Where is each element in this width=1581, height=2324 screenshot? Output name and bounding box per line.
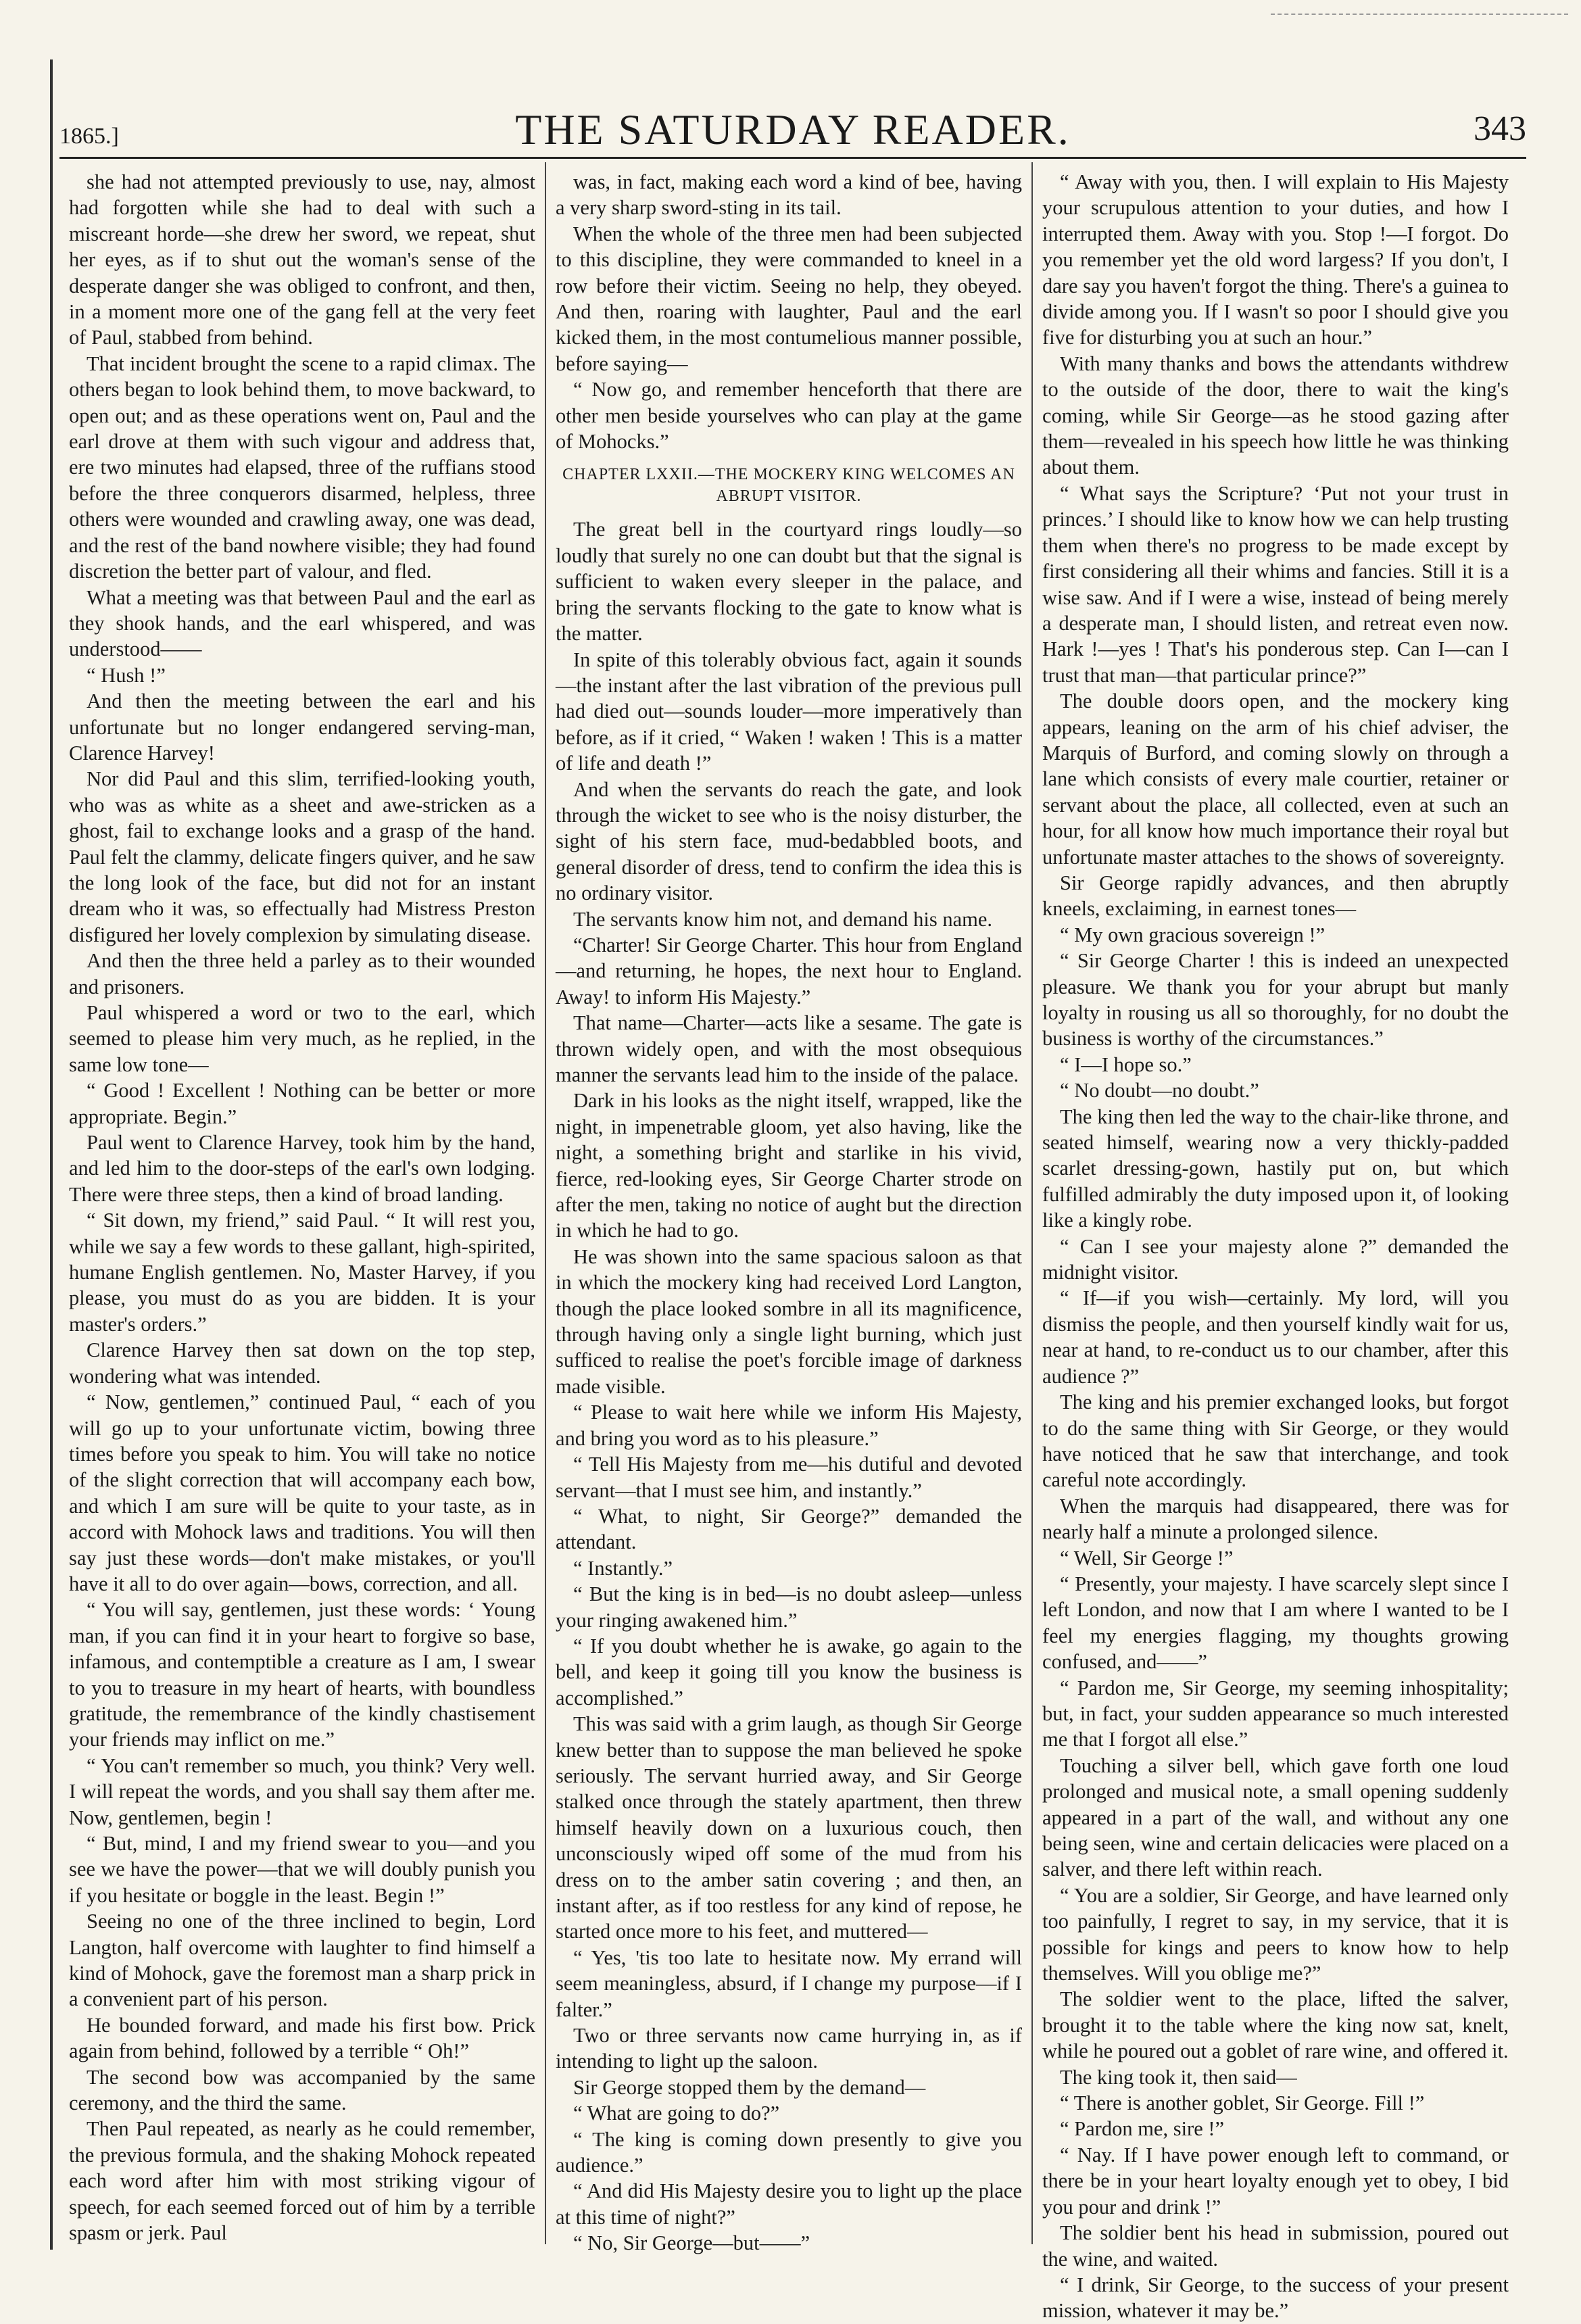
paragraph: “ You are a soldier, Sir George, and have learned only too painfully, I regret to say, in my service, that it is possible for kings and peers to know how to help themselves. Will you oblige me?”	[1042, 1883, 1509, 1985]
paragraph: He was shown into the same spacious saloon as that in which the mockery king had received Lord Langton, though the place looked sombre in all its magnificence, through having only a single light burning, which just sufficed to realise the poet's forcible image of darkness made visible.	[556, 1244, 1022, 1398]
page-number: 343	[1474, 110, 1526, 148]
paragraph: “ Sir George Charter ! this is indeed an unexpected pleasure. We thank you for your abrupt but manly loyalty in rousing us all so thoroughly, for no doubt the business is worthy of the circumstances.”	[1042, 949, 1509, 1050]
paragraph: “ No, Sir George—but——”	[573, 2231, 810, 2255]
paragraph: Dark in his looks as the night itself, wrapped, like the night, in impenetrable gloom, yet also having, like the night, a something bright and starlike in his vivid, fierce, red-looking eyes, Sir George Charter strode on after the men, taking no notice of aught but the direction in which he had to go.	[556, 1089, 1022, 1242]
paragraph: That name—Charter—acts like a sesame. The gate is thrown widely open, and with the most obsequious manner the servants lead him to the inside of the palace.	[556, 1011, 1022, 1086]
paragraph: “ Pardon me, Sir George, my seeming inhospitality; but, in fact, your sudden appearance so much interested me that I forgot all else.”	[1042, 1676, 1509, 1751]
paragraph: “ What are going to do?”	[573, 2102, 780, 2125]
paragraph: When the whole of the three men had been subjected to this discipline, they were commanded to kneel in a row before their victim. Seeing no help, they obeyed. And then, roaring with laughter, Paul and the earl kicked them, in the most contumelious manner possible, before saying—	[556, 222, 1022, 375]
paragraph: “ Hush !”	[87, 663, 166, 687]
paragraph: He bounded forward, and made his first bow. Prick again from behind, followed by a terrible “ Oh!”	[69, 2013, 535, 2063]
paragraph: “ Now go, and remember henceforth that there are other men beside yourselves who can play at the game of Mohocks.”	[556, 378, 1022, 454]
paragraph: “ But, mind, I and my friend swear to you—and you see we have the power—that we will doubly punish you if you hesitate or boggle in the least. Begin !”	[69, 1832, 535, 1907]
paragraph: “ And did His Majesty desire you to light up the place at this time of night?”	[556, 2179, 1022, 2229]
paragraph: was, in fact, making each word a kind of bee, having a very sharp sword-sting in its tail.	[556, 170, 1022, 220]
paragraph: The second bow was accompanied by the same ceremony, and the third the same.	[69, 2065, 535, 2115]
paragraph: Sir George rapidly advances, and then abruptly kneels, exclaiming, in earnest tones—	[1042, 871, 1509, 921]
paragraph: “ Well, Sir George !”	[1060, 1546, 1234, 1570]
paragraph: This was said with a grim laugh, as though Sir George knew better than to suppose the man believed he spoke seriously. The servant hurried away, and Sir George stalked once through the stately apartment, then threw himself heavily down on a luxurious couch, then unconsciously wiped off some of the mud from his dress on to the amber satin covering ; and then, an instant after, as if too restless for any kind of repose, he started once more to his feet, and muttered—	[556, 1712, 1022, 1943]
paragraph: “ Away with you, then. I will explain to His Majesty your scrupulous attention to your duties, and how I interrupted them. Away with you. Stop !—I forgot. Do you remember yet the old word largess? If you don't, I dare say you haven't forgot the thing. There's a guinea to divide among you. If I wasn't so poor I should give you five for disturbing you at such an hour.”	[1042, 170, 1509, 349]
paragraph: With many thanks and bows the attendants withdrew to the outside of the door, there to wait the king's coming, while Sir George—as he stood gazing after them—revealed in his speech how little he was thinking about them.	[1042, 352, 1509, 479]
paragraph: “ But the king is in bed—is no doubt asleep—unless your ringing awakened him.”	[556, 1582, 1022, 1632]
paragraph: Touching a silver bell, which gave forth one loud prolonged and musical note, a small opening suddenly appeared in a part of the wall, and without any one being seen, wine and certain delicacies were placed on a salver, and there left within reach.	[1042, 1753, 1509, 1881]
column-divider	[1031, 162, 1033, 2244]
text-column-2	[556, 169, 1022, 2255]
paragraph: The soldier bent his head in submission, poured out the wine, and waited.	[1042, 2221, 1509, 2271]
paragraph: “ What says the Scripture? ‘Put not your trust in princes.’ I should like to know how we can help trusting them when there's no progress to be made except by first considering all their whims and fancies. Still it is a wise saw. And if I were a wise, instead of being merely a desperate man, I should listen, and retreat even now. Hark !—yes ! That's his ponderous step. Can I—can I trust that man—that particular prince?”	[1042, 481, 1509, 687]
page-header	[59, 105, 1526, 152]
paragraph: “ You can't remember so much, you think? Very well. I will repeat the words, and you shall say them after me. Now, gentlemen, begin !	[69, 1753, 535, 1829]
paragraph: “ If you doubt whether he is awake, go again to the bell, and keep it going till you know the business is accomplished.”	[556, 1634, 1022, 1710]
paragraph: “ No doubt—no doubt.”	[1060, 1079, 1259, 1103]
paragraph: “ Sit down, my friend,” said Paul. “ It will rest you, while we say a few words to these gallant, high-spirited, humane English gentlemen. No, Master Harvey, if you please, you must do as you are bidden. It is your master's orders.”	[69, 1209, 535, 1336]
paragraph: “ Tell His Majesty from me—his dutiful and devoted servant—that I must see him, and instantly.”	[556, 1453, 1022, 1502]
paragraph: When the marquis had disappeared, there was for nearly half a minute a prolonged silence.	[1042, 1494, 1509, 1544]
paragraph: Seeing no one of the three inclined to begin, Lord Langton, half overcome with laughter to find himself a kind of Mohock, gave the foremost man a sharp prick in a convenient part of his person.	[69, 1910, 535, 2011]
paragraph: “ Pardon me, sire !”	[1060, 2117, 1225, 2141]
paragraph: The king and his premier exchanged looks, but forgot to do the same thing with Sir George, or they would have noticed that he saw that interchange, and took careful note accordingly.	[1042, 1390, 1509, 1492]
paragraph: “ My own gracious sovereign !”	[1060, 923, 1325, 946]
text-column-1	[69, 169, 535, 2245]
paragraph: “ The king is coming down presently to give you audience.”	[556, 2127, 1022, 2177]
paragraph: What a meeting was that between Paul and the earl as they shook hands, and the earl whispered, and was understood——	[69, 585, 535, 661]
paragraph: The double doors open, and the mockery king appears, leaning on the arm of his chief adviser, the Marquis of Burford, and coming slowly on through a lane which consists of every male courtier, retainer or servant about the place, all collected, even at such an hour, for all know how much importance their royal but unfortunate master attaches to the shows of sovereignty.	[1042, 689, 1509, 869]
paragraph: “ Can I see your majesty alone ?” demanded the midnight visitor.	[1042, 1234, 1509, 1284]
paragraph: “ Nay. If I have power enough left to command, or there be in your heart loyalty enough yet to obey, I bid you pour and drink !”	[1042, 2143, 1509, 2219]
paragraph: “ What, to night, Sir George?” demanded the attendant.	[556, 1504, 1022, 1554]
paragraph: The great bell in the courtyard rings loudly—so loudly that surely no one can doubt but that the signal is sufficient to waken every sleeper in the palace, and bring the servants flocking to the gate to know what is the matter.	[556, 518, 1022, 646]
paragraph: And then the three held a parley as to their wounded and prisoners.	[69, 949, 535, 998]
top-edge-rule	[1271, 14, 1568, 16]
paragraph: Then Paul repeated, as nearly as he could remember, the previous formula, and the shaking Mohock repeated each word after him with most striking vigour of speech, for each seemed forced out of him by a terrible spasm or jerk. Paul	[69, 2117, 535, 2245]
paragraph: Nor did Paul and this slim, terrified-looking youth, who was as white as a sheet and awe-stricken as a ghost, fail to exchange looks and a grasp of the hand. Paul felt the clammy, delicate fingers quiver, and he saw the long look of the face, but did not for an instant dream who it was, so effectually had Mistress Preston disfigured her lovely complexion by simulating disease.	[69, 767, 535, 946]
paragraph: In spite of this tolerably obvious fact, again it sounds—the instant after the last vibration of the previous pull had died out—sounds louder—more imperatively than before, as if it cried, “ Waken ! waken ! This is a matter of life and death !”	[556, 648, 1022, 775]
paragraph: Paul whispered a word or two to the earl, which seemed to please him very much, as he replied, in the same low tone—	[69, 1001, 535, 1076]
header-rule	[59, 157, 1526, 159]
paragraph: “ I drink, Sir George, to the success of your present mission, whatever it may be.”	[1042, 2273, 1509, 2323]
header-date: 1865.]	[59, 124, 119, 149]
paragraph: Clarence Harvey then sat down on the top step, wondering what was intended.	[69, 1338, 535, 1388]
paragraph: “ Good ! Excellent ! Nothing can be better or more appropriate. Begin.”	[69, 1079, 535, 1128]
column-divider	[545, 162, 546, 2244]
binding-edge	[50, 59, 53, 2250]
paragraph: “ You will say, gentlemen, just these words: ‘ Young man, if you can find it in your heart to forgive so base, infamous, and contemptible a creature as I am, I swear to you to treasure in my heart of hearts, with boundless gratitude, the remembrance of the kindly chastisement your friends may inflict on me.”	[69, 1598, 535, 1751]
paragraph: “ Now, gentlemen,” continued Paul, “ each of you will go up to your unfortunate victim, bowing three times before you speak to him. You will take no notice of the slight correction that will accompany each bow, and which I am sure will be quite to your taste, as in accord with Mohock laws and traditions. You will then say just these words—don't make mistakes, or you'll have it all to do over again—bows, correction, and all.	[69, 1390, 535, 1595]
paragraph: “Charter! Sir George Charter. This hour from England—and returning, he hopes, the next hour to England. Away! to inform His Majesty.”	[556, 933, 1022, 1009]
paragraph: “ Yes, 'tis too late to hesitate now. My errand will seem meaningless, absurd, if I change my purpose—if I falter.”	[556, 1945, 1022, 2021]
paragraph: “ I—I hope so.”	[1060, 1052, 1192, 1076]
paragraph: Sir George stopped them by the demand—	[573, 2075, 926, 2099]
paragraph: “ There is another goblet, Sir George. Fill !”	[1060, 2091, 1425, 2115]
paragraph: “ Presently, your majesty. I have scarcely slept since I left London, and now that I am where I wanted to be I feel my energies flagging, my thoughts growing confused, and——”	[1042, 1572, 1509, 1674]
paragraph: The king took it, then said—	[1060, 2065, 1297, 2089]
paragraph: Paul went to Clarence Harvey, took him by the hand, and led him to the door-steps of the earl's own lodging. There were three steps, then a kind of broad landing.	[69, 1131, 535, 1206]
paragraph: “ If—if you wish—certainly. My lord, will you dismiss the people, and then yourself kindly wait for us, near at hand, to re-conduct us to our chamber, after this audience ?”	[1042, 1286, 1509, 1388]
paragraph: And then the meeting between the earl and his unfortunate but no longer endangered serving-man, Clarence Harvey!	[69, 689, 535, 765]
paragraph: she had not attempted previously to use, nay, almost had forgotten while she had to deal with such a miscreant horde—she drew her sword, we repeat, shut her eyes, as if to shut out the woman's sense of the desperate danger she was obliged to confront, and then, in a moment more one of the gang fell at the very feet of Paul, stabbed from behind.	[69, 170, 535, 349]
paragraph: And when the servants do reach the gate, and look through the wicket to see who is the noisy disturber, the sight of his stern face, mud-bedabbled boots, and general disorder of dress, tend to confirm the idea this is no ordinary visitor.	[556, 777, 1022, 905]
paragraph: The servants know him not, and demand his name.	[573, 907, 993, 931]
paragraph: The soldier went to the place, lifted the salver, brought it to the table where the king now sat, knelt, while he poured out a goblet of rare wine, and offered it.	[1042, 1987, 1509, 2063]
chapter-heading: CHAPTER LXXII.—THE MOCKERY KING WELCOMES AN ABRUPT VISITOR.	[562, 466, 1015, 506]
paragraph: Two or three servants now came hurrying in, as if intending to light up the saloon.	[556, 2024, 1022, 2073]
paragraph: “ Instantly.”	[573, 1556, 673, 1580]
masthead-title: THE SATURDAY READER.	[515, 105, 1071, 153]
text-column-3	[1042, 169, 1509, 2323]
paragraph: The king then led the way to the chair-like throne, and seated himself, wearing now a very thickly-padded scarlet dressing-gown, hastily put on, but which fulfilled admirably the duty imposed upon it, of looking like a kingly robe.	[1042, 1105, 1509, 1232]
paragraph: That incident brought the scene to a rapid climax. The others began to look behind them, to move backward, to open out; and as these operations went on, Paul and the earl drove at them with such vigour and address that, ere two minutes had elapsed, three of the ruffians stood before the three conquerors disarmed, helpless, three others were wounded and crawling away, one was dead, and the rest of the band nowhere visible; they had found discretion the better part of valour, and fled.	[69, 352, 535, 583]
paragraph: “ Please to wait here while we inform His Majesty, and bring you word as to his pleasure.”	[556, 1401, 1022, 1450]
